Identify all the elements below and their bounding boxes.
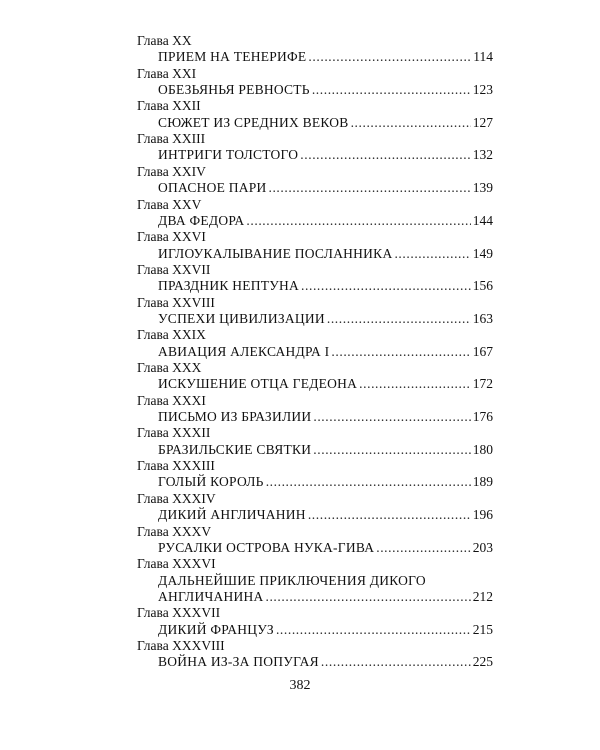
chapter-label: Глава XX bbox=[137, 33, 192, 48]
chapter-page-number: 123 bbox=[472, 82, 493, 98]
chapter-page-number: 172 bbox=[472, 376, 493, 392]
chapter-page-number: 189 bbox=[472, 474, 493, 490]
toc-entry bbox=[158, 507, 493, 523]
toc-entry bbox=[158, 246, 493, 262]
dot-leader bbox=[308, 49, 471, 65]
dot-leader bbox=[313, 442, 470, 458]
chapter-title: ОПАСНОЕ ПАРИ bbox=[158, 180, 267, 196]
dot-leader bbox=[394, 246, 470, 262]
toc-entry bbox=[158, 344, 493, 360]
chapter-page-number: 156 bbox=[472, 278, 493, 294]
dot-leader bbox=[313, 409, 470, 425]
dot-leader bbox=[321, 654, 471, 670]
chapter-title: ГОЛЫЙ КОРОЛЬ bbox=[158, 474, 264, 490]
toc-entry bbox=[158, 540, 493, 556]
chapter-title: ОБЕЗЬЯНЬЯ РЕВНОСТЬ bbox=[158, 82, 310, 98]
chapter-label: Глава XXI bbox=[137, 65, 197, 81]
chapter-label: Глава XXXII bbox=[137, 425, 211, 441]
chapter-label: Глава XXXVII bbox=[137, 605, 221, 621]
chapter-title: УСПЕХИ ЦИВИЛИЗАЦИИ bbox=[158, 310, 325, 326]
chapter-page-number: 225 bbox=[472, 654, 493, 670]
toc-entry bbox=[158, 115, 493, 131]
chapter-title: АВИАЦИЯ АЛЕКСАНДРА I bbox=[158, 343, 330, 359]
chapter-page-number: 127 bbox=[472, 114, 493, 130]
chapter-label: Глава XXXIV bbox=[137, 490, 216, 506]
dot-leader bbox=[376, 540, 471, 556]
chapter-label: Глава XXIX bbox=[137, 327, 206, 343]
chapter-label: Глава XXIV bbox=[137, 163, 206, 179]
chapter-page-number: 149 bbox=[472, 245, 493, 261]
chapter-page-number: 132 bbox=[472, 147, 493, 163]
toc-entry bbox=[158, 376, 493, 392]
chapter-title: ИГЛОУКАЛЫВАНИЕ ПОСЛАННИКА bbox=[158, 245, 393, 261]
chapter-title: ПРАЗДНИК НЕПТУНА bbox=[158, 278, 300, 294]
chapter-title: ДВА ФЕДОРА bbox=[158, 212, 245, 228]
dot-leader bbox=[312, 82, 471, 98]
dot-leader bbox=[276, 622, 471, 638]
dot-leader bbox=[327, 311, 471, 327]
chapter-title: ИСКУШЕНИЕ ОТЦА ГЕДЕОНА bbox=[158, 376, 358, 392]
chapter-title: ИНТРИГИ ТОЛСТОГО bbox=[158, 147, 299, 163]
chapter-page-number: 167 bbox=[472, 343, 493, 359]
chapter-title: ДИКИЙ ФРАНЦУЗ bbox=[158, 621, 274, 637]
toc-entry bbox=[158, 147, 493, 163]
dot-leader bbox=[300, 147, 470, 163]
chapter-page-number: 114 bbox=[473, 49, 493, 65]
chapter-title: СЮЖЕТ ИЗ СРЕДНИХ ВЕКОВ bbox=[158, 114, 349, 130]
chapter-label: Глава XXX bbox=[137, 360, 202, 375]
chapter-page-number: 176 bbox=[472, 409, 493, 425]
chapter-label: Глава XXXVIII bbox=[137, 637, 225, 653]
chapter-title: ПРИЕМ НА ТЕНЕРИФЕ bbox=[158, 49, 307, 65]
chapter-page-number: 180 bbox=[472, 441, 493, 457]
chapter-label: Глава XXXI bbox=[137, 392, 206, 408]
toc-entry bbox=[158, 82, 493, 98]
chapter-page-number: 144 bbox=[472, 212, 493, 228]
dot-leader bbox=[308, 507, 471, 523]
chapter-page-number: 212 bbox=[472, 588, 493, 604]
toc-entry bbox=[158, 213, 493, 229]
dot-leader bbox=[331, 344, 470, 360]
chapter-title: АНГЛИЧАНИНА bbox=[158, 588, 264, 604]
dot-leader bbox=[246, 213, 470, 229]
chapter-page-number: 215 bbox=[472, 621, 493, 637]
chapter-label: Глава XXXVI bbox=[137, 556, 216, 572]
chapter-label: Глава XXII bbox=[137, 98, 201, 114]
chapter-label: Глава XXIII bbox=[137, 131, 206, 147]
dot-leader bbox=[351, 115, 471, 131]
dot-leader bbox=[359, 376, 471, 392]
chapter-label: Глава XXVIII bbox=[137, 294, 215, 310]
toc-entry bbox=[158, 474, 493, 490]
chapter-page-number: 203 bbox=[472, 539, 493, 555]
chapter-title: ДИКИЙ АНГЛИЧАНИН bbox=[158, 507, 306, 523]
chapter-title: БРАЗИЛЬСКИЕ СВЯТКИ bbox=[158, 441, 312, 457]
chapter-label: Глава XXXIII bbox=[137, 458, 215, 474]
chapter-page-number: 139 bbox=[472, 180, 493, 196]
chapter-label: Глава XXV bbox=[137, 196, 202, 212]
chapter-title: ВОЙНА ИЗ-ЗА ПОПУГАЯ bbox=[158, 654, 319, 670]
chapter-title: РУСАЛКИ ОСТРОВА НУКА-ГИВА bbox=[158, 539, 375, 555]
toc-entry bbox=[158, 589, 493, 605]
chapter-page-number: 163 bbox=[472, 310, 493, 326]
toc-entry bbox=[158, 180, 493, 196]
chapter-label: Глава XXXV bbox=[137, 523, 212, 539]
dot-leader bbox=[265, 589, 470, 605]
toc-entry bbox=[158, 622, 493, 638]
dot-leader bbox=[266, 474, 471, 490]
chapter-label: Глава XXVII bbox=[137, 261, 211, 277]
chapter-title-line1: ДАЛЬНЕЙШИЕ ПРИКЛЮЧЕНИЯ ДИКОГО bbox=[158, 572, 426, 588]
chapter-title: ПИСЬМО ИЗ БРАЗИЛИИ bbox=[158, 409, 312, 425]
toc-entry bbox=[158, 278, 493, 294]
chapter-label: Глава XXVI bbox=[137, 229, 206, 245]
page-number: 382 bbox=[289, 678, 311, 693]
chapter-page-number: 196 bbox=[472, 507, 493, 523]
toc-entry bbox=[158, 442, 493, 458]
dot-leader bbox=[268, 180, 470, 196]
toc-entry bbox=[158, 311, 493, 327]
toc-entry bbox=[158, 49, 493, 65]
dot-leader bbox=[301, 278, 471, 294]
toc-entry bbox=[158, 409, 493, 425]
toc-entry bbox=[158, 654, 493, 670]
